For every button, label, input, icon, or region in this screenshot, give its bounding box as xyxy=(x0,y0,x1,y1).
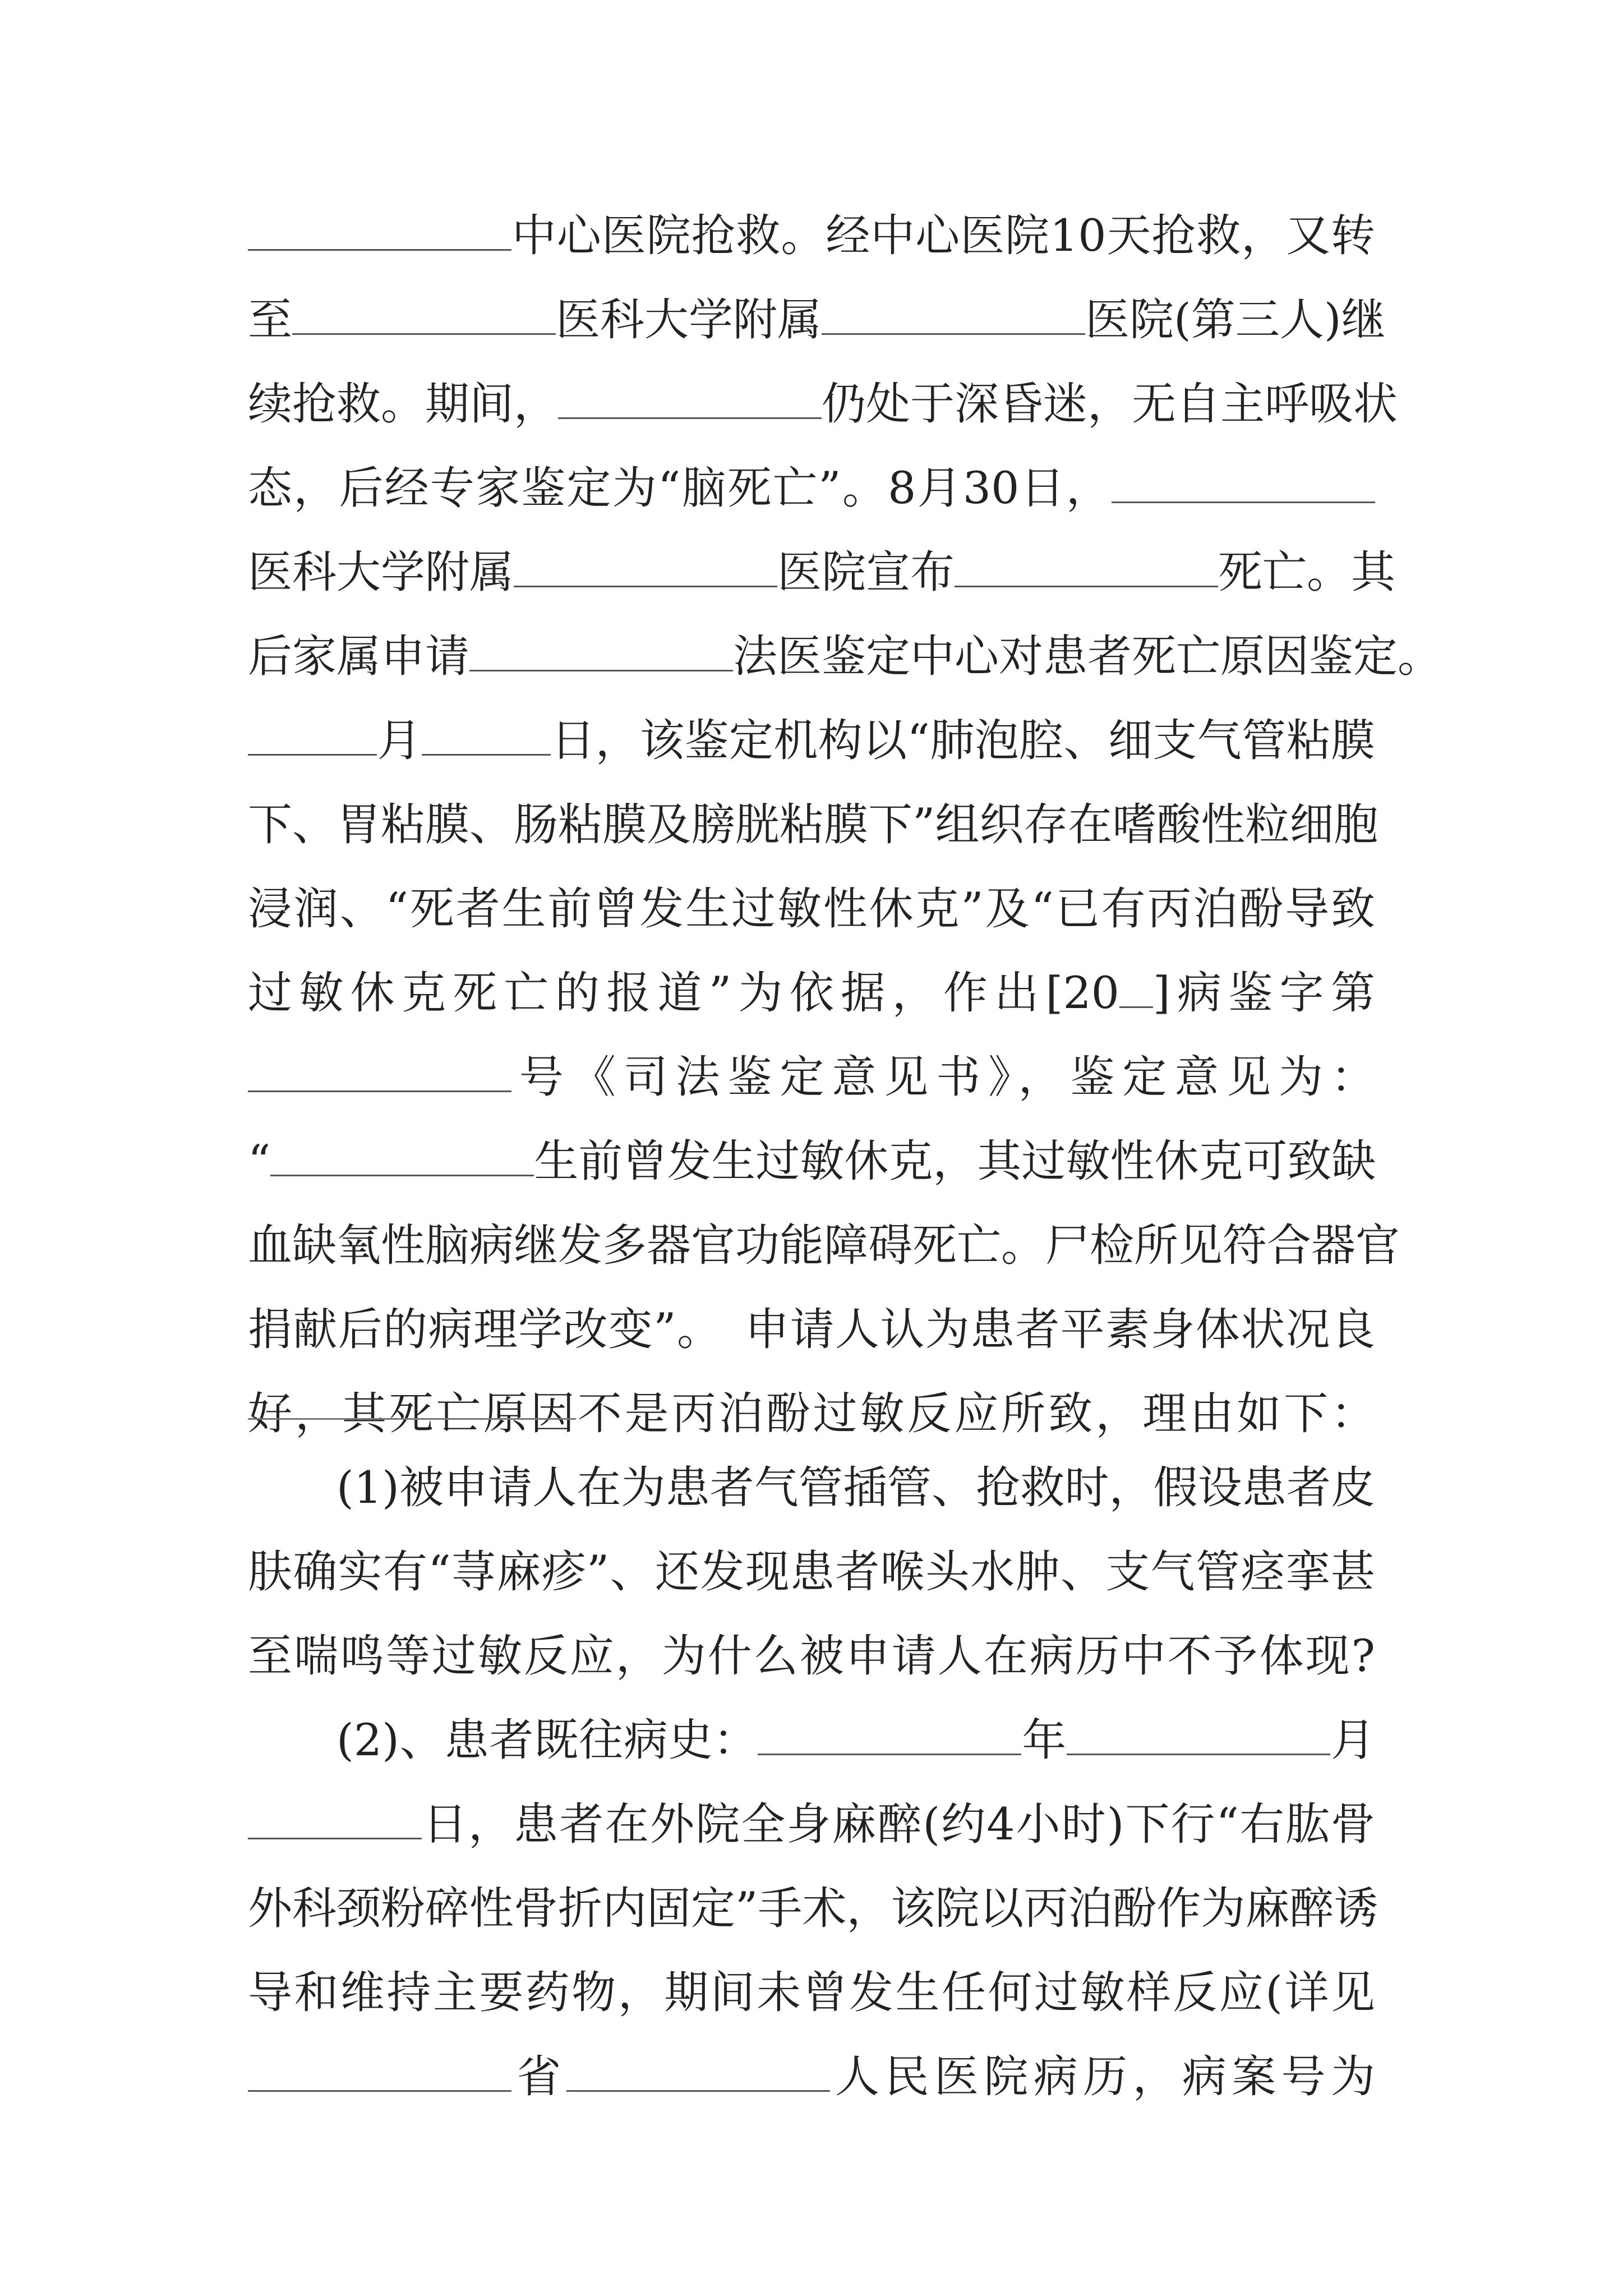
text-segment: 日，患者在外院全身麻醉(约4小时)下行“右肱骨 xyxy=(422,1798,1375,1850)
text-line xyxy=(248,1791,1375,1858)
text-segment: ]病鉴字第 xyxy=(1152,967,1375,1019)
text-segment: 医科大学附属 xyxy=(248,546,514,598)
text-segment: 仍处于深昏迷，无自主呼吸状 xyxy=(822,378,1398,430)
text-segment: (2)、患者既往病史： xyxy=(336,1714,758,1766)
fill-in-blank xyxy=(292,300,556,335)
fill-in-blank xyxy=(566,2056,830,2092)
fill-in-blank xyxy=(248,215,511,251)
text-segment: 生前曾发生过敏休克，其过敏性休克可致缺 xyxy=(534,1135,1376,1187)
text-line xyxy=(248,202,1375,269)
fill-in-blank xyxy=(1067,1720,1330,1755)
text-line xyxy=(248,370,1398,438)
text-line xyxy=(248,539,1395,606)
text-line: 浸润、“死者生前曾发生过敏性休克”及“已有丙泊酚导致 xyxy=(248,883,1375,935)
text-line xyxy=(248,1128,1375,1195)
text-line xyxy=(248,959,1375,1027)
text-segment: 死亡。其 xyxy=(1218,546,1395,598)
text-line: 捐献后的病理学改变”。 申请人认为患者平素身体状况良 xyxy=(248,1304,1375,1355)
text-segment: 人民医院病历，病案号为 xyxy=(829,2051,1376,2102)
fill-in-blank xyxy=(514,552,777,587)
fill-in-blank xyxy=(558,384,822,419)
fill-in-blank xyxy=(422,720,551,756)
text-line: (1)被申请人在为患者气管插管、抢救时，假设患者皮 xyxy=(336,1462,1375,1513)
fill-in-blank xyxy=(248,1804,422,1839)
text-segment: 日，该鉴定机构以“肺泡腔、细支气管粘膜 xyxy=(550,715,1376,766)
text-segment: 医院(第三人)继 xyxy=(1085,294,1386,346)
fill-in-blank xyxy=(1112,468,1375,503)
text-segment: 省 xyxy=(511,2051,566,2102)
text-segment: 态，后经专家鉴定为“脑死亡”。8月30日， xyxy=(248,462,1112,514)
text-line: 下、胃粘膜、肠粘膜及膀胱粘膜下”组织存在嗜酸性粒细胞 xyxy=(248,799,1378,850)
text-segment: 月 xyxy=(1330,1714,1376,1766)
text-line: 肤确实有“荨麻疹”、还发现患者喉头水肿、支气管痉挛甚 xyxy=(248,1546,1375,1598)
fill-in-blank xyxy=(469,636,733,671)
text-segment: 至 xyxy=(248,294,292,346)
text-segment: 年 xyxy=(1021,1714,1067,1766)
fill-in-blank xyxy=(248,1057,511,1092)
text-line: 至喘鸣等过敏反应，为什么被申请人在病历中不予体现? xyxy=(248,1630,1375,1682)
text-line xyxy=(248,707,1375,774)
text-line xyxy=(248,2043,1375,2110)
text-segment: 月 xyxy=(377,715,422,766)
text-line: 导和维持主要药物，期间未曾发生任何过敏样反应(详见 xyxy=(248,1967,1375,2018)
fill-in-blank xyxy=(248,720,377,756)
text-line xyxy=(248,1043,1375,1111)
text-segment: 医科大学附属 xyxy=(556,294,822,346)
fill-in-blank xyxy=(822,300,1085,335)
fill-in-blank xyxy=(270,1141,534,1176)
text-line xyxy=(248,286,1386,353)
fill-in-blank xyxy=(1119,973,1153,1008)
text-segment: 续抢救。期间， xyxy=(248,378,558,430)
text-line: 好，其死亡原因不是丙泊酚过敏反应所致，理由如下： xyxy=(248,1388,1375,1439)
text-line xyxy=(336,1706,1375,1774)
text-segment: 后家属申请 xyxy=(248,631,469,682)
text-line: 血缺氧性脑病继发多器官功能障碍死亡。尸检所见符合器官 xyxy=(248,1220,1400,1271)
text-line: 外科颈粉碎性骨折内固定”手术，该院以丙泊酚作为麻醉诱 xyxy=(248,1883,1378,1934)
text-segment: 法医鉴定中心对患者死亡原因鉴定。 xyxy=(733,631,1442,682)
text-segment: 号《司法鉴定意见书》，鉴定意见为： xyxy=(511,1051,1375,1103)
fill-in-blank xyxy=(955,552,1218,587)
text-segment: “ xyxy=(248,1135,271,1187)
fill-in-blank xyxy=(758,1720,1021,1755)
separator-rule xyxy=(248,1418,576,1420)
text-segment: 医院宣布 xyxy=(777,546,955,598)
text-line xyxy=(248,454,1375,522)
text-line xyxy=(248,623,1442,690)
fill-in-blank xyxy=(248,2056,511,2092)
text-segment: 中心医院抢救。经中心医院10天抢救，又转 xyxy=(511,210,1375,261)
text-segment: 过敏休克死亡的报道”为依据，作出[20 xyxy=(248,967,1119,1019)
